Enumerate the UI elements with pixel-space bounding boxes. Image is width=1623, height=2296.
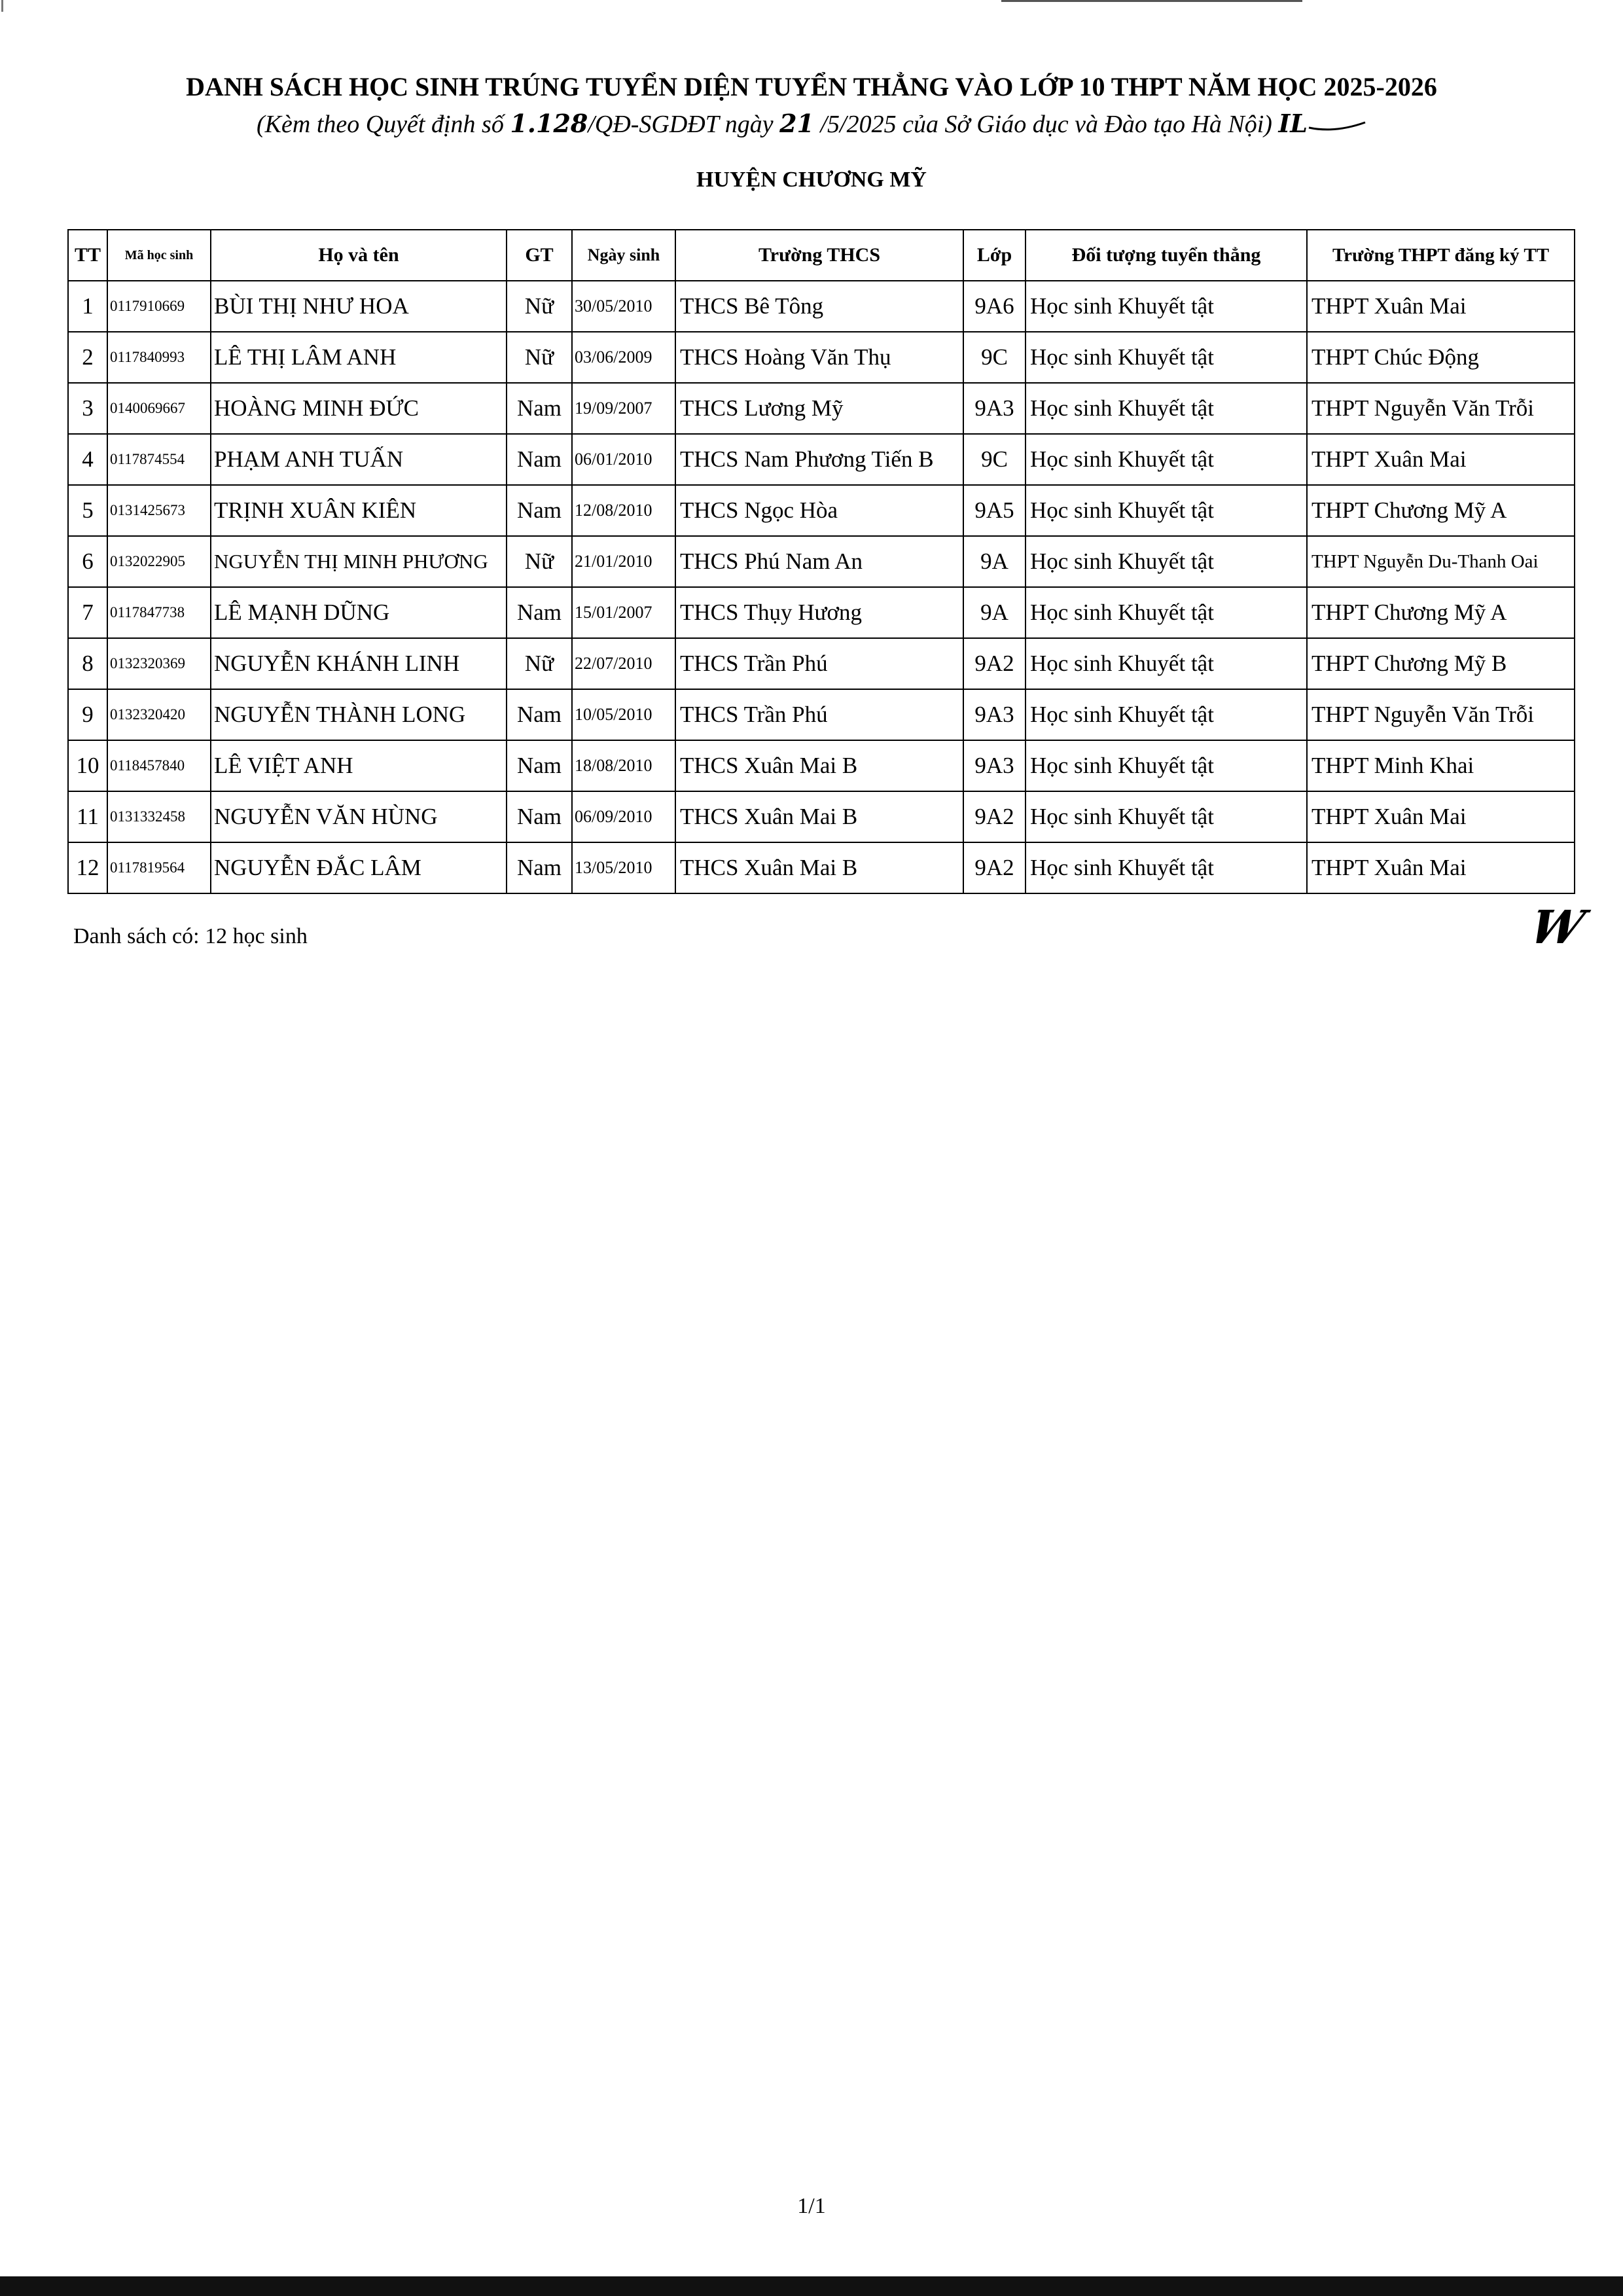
cell-tt: 3 [68, 383, 107, 434]
cell-dob: 22/07/2010 [572, 638, 675, 689]
cell-target-school: THPT Nguyễn Văn Trỗi [1307, 689, 1575, 740]
header-tt: TT [68, 230, 107, 281]
cell-dob: 21/01/2010 [572, 536, 675, 587]
cell-name: LÊ VIỆT ANH [211, 740, 507, 791]
cell-dob: 06/01/2010 [572, 434, 675, 485]
cell-target-school: THPT Xuân Mai [1307, 281, 1575, 332]
table-row [68, 791, 1575, 842]
cell-dob: 30/05/2010 [572, 281, 675, 332]
header-target-school: Trường THPT đăng ký TT [1307, 230, 1575, 281]
students-table [67, 229, 1575, 894]
cell-dob: 12/08/2010 [572, 485, 675, 536]
cell-school: THCS Ngọc Hòa [675, 485, 963, 536]
cell-category: Học sinh Khuyết tật [1026, 536, 1307, 587]
cell-class: 9A5 [963, 485, 1026, 536]
cell-class: 9A [963, 536, 1026, 587]
cell-student-id: 0131332458 [107, 791, 211, 842]
cell-student-id: 0140069667 [107, 383, 211, 434]
cell-tt: 2 [68, 332, 107, 383]
cell-tt: 6 [68, 536, 107, 587]
cell-category: Học sinh Khuyết tật [1026, 281, 1307, 332]
cell-category: Học sinh Khuyết tật [1026, 689, 1307, 740]
subtitle-prefix: (Kèm theo Quyết định số [257, 111, 510, 138]
cell-dob: 18/08/2010 [572, 740, 675, 791]
decision-day: 21 [779, 109, 814, 138]
signature-stroke [1308, 120, 1366, 133]
table-row [68, 536, 1575, 587]
cell-dob: 15/01/2007 [572, 587, 675, 638]
cell-target-school: THPT Xuân Mai [1307, 842, 1575, 893]
cell-name: HOÀNG MINH ĐỨC [211, 383, 507, 434]
cell-class: 9A3 [963, 740, 1026, 791]
cell-name: NGUYỄN VĂN HÙNG [211, 791, 507, 842]
cell-target-school: THPT Nguyễn Du-Thanh Oai [1307, 536, 1575, 587]
cell-category: Học sinh Khuyết tật [1026, 791, 1307, 842]
district-heading: HUYỆN CHƯƠNG MỸ [696, 168, 927, 192]
cell-target-school: THPT Xuân Mai [1307, 791, 1575, 842]
cell-tt: 1 [68, 281, 107, 332]
cell-dob: 10/05/2010 [572, 689, 675, 740]
cell-class: 9A2 [963, 638, 1026, 689]
header-school: Trường THCS [675, 230, 963, 281]
cell-school: THCS Bê Tông [675, 281, 963, 332]
cell-student-id: 0132320369 [107, 638, 211, 689]
cell-gender: Nam [507, 587, 572, 638]
table-row [68, 281, 1575, 332]
cell-gender: Nam [507, 842, 572, 893]
cell-tt: 9 [68, 689, 107, 740]
cell-student-id: 0117847738 [107, 587, 211, 638]
cell-class: 9A [963, 587, 1026, 638]
cell-target-school: THPT Chương Mỹ A [1307, 485, 1575, 536]
cell-student-id: 0132022905 [107, 536, 211, 587]
cell-student-id: 0117819564 [107, 842, 211, 893]
subtitle-mid: /QĐ-SGDĐT ngày [588, 111, 780, 138]
scan-edge-mark [1, 0, 3, 12]
header-category: Đối tượng tuyển thẳng [1026, 230, 1307, 281]
signature-mark: IL [1278, 109, 1308, 138]
cell-target-school: THPT Chúc Động [1307, 332, 1575, 383]
cell-class: 9A2 [963, 791, 1026, 842]
cell-dob: 06/09/2010 [572, 791, 675, 842]
cell-target-school: THPT Xuân Mai [1307, 434, 1575, 485]
cell-category: Học sinh Khuyết tật [1026, 740, 1307, 791]
table-row [68, 434, 1575, 485]
cell-school: THCS Xuân Mai B [675, 842, 963, 893]
cell-name: BÙI THỊ NHƯ HOA [211, 281, 507, 332]
cell-class: 9C [963, 332, 1026, 383]
table-row [68, 383, 1575, 434]
cell-tt: 7 [68, 587, 107, 638]
cell-category: Học sinh Khuyết tật [1026, 842, 1307, 893]
decision-number: 1.128 [510, 109, 588, 138]
cell-category: Học sinh Khuyết tật [1026, 434, 1307, 485]
cell-gender: Nam [507, 485, 572, 536]
list-count-footer: Danh sách có: 12 học sinh [73, 924, 308, 948]
cell-student-id: 0132320420 [107, 689, 211, 740]
cell-target-school: THPT Nguyễn Văn Trỗi [1307, 383, 1575, 434]
cell-class: 9A3 [963, 689, 1026, 740]
cell-dob: 13/05/2010 [572, 842, 675, 893]
cell-tt: 4 [68, 434, 107, 485]
cell-name: LÊ MẠNH DŨNG [211, 587, 507, 638]
cell-target-school: THPT Chương Mỹ A [1307, 587, 1575, 638]
cell-school: THCS Phú Nam An [675, 536, 963, 587]
cell-category: Học sinh Khuyết tật [1026, 638, 1307, 689]
cell-school: THCS Nam Phương Tiến B [675, 434, 963, 485]
cell-name: NGUYỄN THÀNH LONG [211, 689, 507, 740]
cell-gender: Nữ [507, 281, 572, 332]
cell-name: NGUYỄN KHÁNH LINH [211, 638, 507, 689]
cell-gender: Nam [507, 689, 572, 740]
cell-name: LÊ THỊ LÂM ANH [211, 332, 507, 383]
cell-category: Học sinh Khuyết tật [1026, 587, 1307, 638]
cell-school: THCS Xuân Mai B [675, 740, 963, 791]
cell-gender: Nữ [507, 536, 572, 587]
cell-class: 9A2 [963, 842, 1026, 893]
cell-student-id: 0117874554 [107, 434, 211, 485]
cell-gender: Nam [507, 740, 572, 791]
cell-name: NGUYỄN ĐẮC LÂM [211, 842, 507, 893]
cell-name: NGUYỄN THỊ MINH PHƯƠNG [211, 536, 507, 587]
cell-class: 9A6 [963, 281, 1026, 332]
cell-student-id: 0118457840 [107, 740, 211, 791]
table-row [68, 485, 1575, 536]
table-row [68, 332, 1575, 383]
table-row [68, 638, 1575, 689]
cell-dob: 19/09/2007 [572, 383, 675, 434]
cell-category: Học sinh Khuyết tật [1026, 485, 1307, 536]
table-header-row [68, 230, 1575, 281]
cell-gender: Nữ [507, 638, 572, 689]
cell-school: THCS Xuân Mai B [675, 791, 963, 842]
cell-student-id: 0117840993 [107, 332, 211, 383]
cell-tt: 10 [68, 740, 107, 791]
cell-school: THCS Trần Phú [675, 689, 963, 740]
scan-bottom-bar [0, 2276, 1623, 2296]
cell-class: 9A3 [963, 383, 1026, 434]
cell-category: Học sinh Khuyết tật [1026, 383, 1307, 434]
cell-name: PHẠM ANH TUẤN [211, 434, 507, 485]
cell-gender: Nam [507, 434, 572, 485]
table-row [68, 689, 1575, 740]
cell-school: THCS Trần Phú [675, 638, 963, 689]
cell-school: THCS Hoàng Văn Thụ [675, 332, 963, 383]
cell-student-id: 0117910669 [107, 281, 211, 332]
table-row [68, 740, 1575, 791]
header-name: Họ và tên [211, 230, 507, 281]
cell-name: TRỊNH XUÂN KIÊN [211, 485, 507, 536]
cell-student-id: 0131425673 [107, 485, 211, 536]
cell-tt: 8 [68, 638, 107, 689]
table-row [68, 842, 1575, 893]
subtitle-suffix: /5/2025 của Sở Giáo dục và Đào tạo Hà Nội) [813, 111, 1279, 138]
cell-category: Học sinh Khuyết tật [1026, 332, 1307, 383]
cell-tt: 11 [68, 791, 107, 842]
cell-school: THCS Lương Mỹ [675, 383, 963, 434]
cell-tt: 12 [68, 842, 107, 893]
cell-target-school: THPT Chương Mỹ B [1307, 638, 1575, 689]
header-gender: GT [507, 230, 572, 281]
cell-tt: 5 [68, 485, 107, 536]
cell-gender: Nam [507, 383, 572, 434]
table-row [68, 587, 1575, 638]
document-title: DANH SÁCH HỌC SINH TRÚNG TUYỂN DIỆN TUYỂN THẲNG VÀO LỚP 10 THPT NĂM HỌC 2025-2026 [186, 72, 1437, 101]
cell-dob: 03/06/2009 [572, 332, 675, 383]
cell-gender: Nữ [507, 332, 572, 383]
cell-school: THCS Thụy Hương [675, 587, 963, 638]
cell-target-school: THPT Minh Khai [1307, 740, 1575, 791]
initials-mark: W [1524, 900, 1590, 954]
header-dob: Ngày sinh [572, 230, 675, 281]
header-class: Lớp [963, 230, 1026, 281]
header-student-id: Mã học sinh [107, 230, 211, 281]
document-subtitle [0, 108, 1623, 140]
cell-gender: Nam [507, 791, 572, 842]
page-number: 1/1 [797, 2194, 826, 2218]
cell-class: 9C [963, 434, 1026, 485]
scan-top-line [1001, 0, 1302, 2]
